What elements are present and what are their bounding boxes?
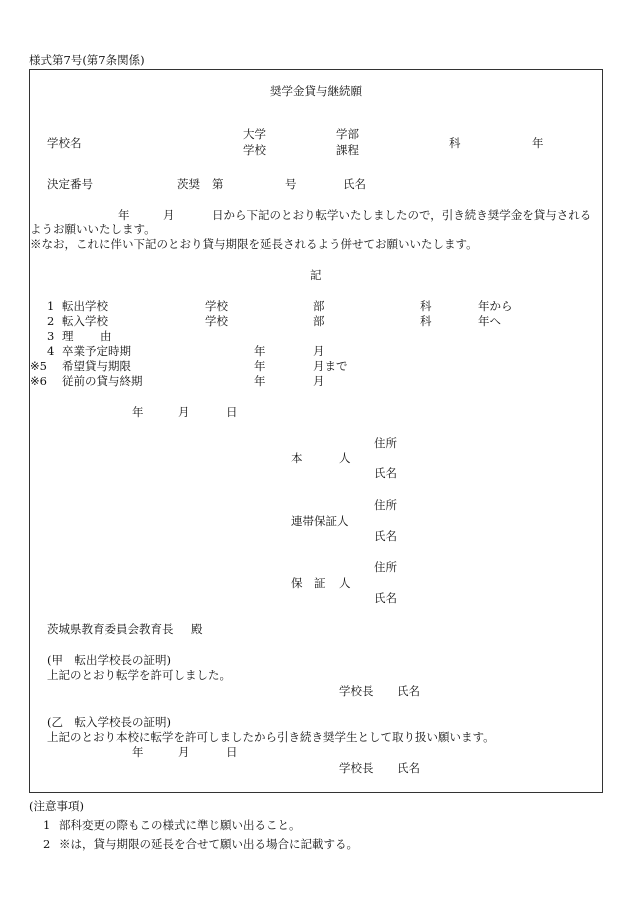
item5-label: 希望貸与期限 — [62, 359, 131, 373]
cert-a-text: 上記のとおり転学を許可しました。 — [47, 668, 231, 682]
cert-b-nen: 年 — [132, 745, 144, 759]
date-nen: 年 — [132, 405, 144, 419]
decision-name: 氏名 — [343, 177, 366, 191]
item4-num: 4 — [47, 344, 55, 358]
cert-a-principal: 学校長 — [339, 684, 374, 698]
hosho-b: 証 — [314, 576, 326, 590]
form-frame — [29, 69, 603, 793]
school-gakubu: 学部 — [336, 127, 359, 141]
item6-nen: 年 — [254, 374, 266, 388]
item1-num: 1 — [47, 299, 55, 313]
item1-label: 転出学校 — [62, 299, 108, 313]
cert-b-name: 氏名 — [397, 761, 420, 775]
item2-gakko: 学校 — [205, 314, 228, 328]
honnin-jusho: 住所 — [374, 436, 397, 450]
item2-label: 転入学校 — [62, 314, 108, 328]
cert-b-text: 上記のとおり本校に転学を許可しましたから引き続き奨学生として取り扱い願います。 — [47, 730, 495, 744]
cert-b-heading: (乙 転入学校長の証明) — [47, 715, 171, 729]
school-daigaku: 大学 — [243, 127, 266, 141]
item6-label: 従前の貸与終期 — [62, 374, 143, 388]
item1-end: 年から — [478, 299, 513, 313]
form-title: 奨学金貸与継続願 — [270, 84, 362, 98]
rentai-jusho: 住所 — [374, 498, 397, 512]
decision-label: 決定番号 — [47, 177, 93, 191]
hosho-c: 人 — [339, 576, 351, 590]
form-number: 様式第7号(第7条関係) — [29, 53, 145, 67]
date-hi: 日 — [226, 405, 238, 419]
hosho-jusho: 住所 — [374, 560, 397, 574]
school-label: 学校名 — [47, 136, 82, 150]
item2-bu: 部 — [313, 314, 325, 328]
rentai-shimei: 氏名 — [374, 529, 397, 543]
item3-num: 3 — [47, 329, 55, 343]
school-ka: 科 — [449, 136, 461, 150]
item4-tsuki: 月 — [313, 344, 325, 358]
item1-bu: 部 — [313, 299, 325, 313]
body-line1: 日から下記のとおり転学いたしましたので，引き続き奨学金を貸与される — [212, 208, 592, 222]
honnin-a: 本 — [291, 451, 303, 465]
body-tsuki: 月 — [163, 208, 175, 222]
school-katei: 課程 — [336, 143, 359, 157]
rentai-label: 連帯保証人 — [291, 514, 349, 528]
notes-heading: (注意事項) — [29, 799, 84, 813]
addressee-dono: 殿 — [191, 622, 203, 636]
school-gakko: 学校 — [243, 143, 266, 157]
addressee: 茨城県教育委員会教育長 — [47, 622, 174, 636]
item1-ka: 科 — [420, 299, 432, 313]
item5-tsuki: 月まで — [313, 359, 348, 373]
note1-num: 1 — [43, 818, 51, 832]
cert-b-principal: 学校長 — [339, 761, 374, 775]
decision-dai: 第 — [212, 177, 224, 191]
item2-ka: 科 — [420, 314, 432, 328]
date-tsuki: 月 — [178, 405, 190, 419]
item3-label-b: 由 — [100, 329, 112, 343]
hosho-a: 保 — [291, 576, 303, 590]
body-line2: ようお願いいたします。 — [30, 222, 156, 236]
item4-label: 卒業予定時期 — [62, 344, 131, 358]
item5-num: ※5 — [30, 359, 47, 373]
decision-ibaraki: 茨奨 — [177, 177, 200, 191]
hosho-shimei: 氏名 — [374, 591, 397, 605]
item2-end: 年へ — [478, 314, 501, 328]
note2-text: ※は，貸与期限の延長を合せて願い出る場合に記載する。 — [59, 837, 358, 851]
ki-heading: 記 — [310, 268, 322, 282]
item2-num: 2 — [47, 314, 55, 328]
note2-num: 2 — [43, 837, 51, 851]
item6-tsuki: 月 — [313, 374, 325, 388]
item1-gakko: 学校 — [205, 299, 228, 313]
item4-nen: 年 — [254, 344, 266, 358]
decision-go: 号 — [285, 177, 297, 191]
item3-label-a: 理 — [62, 329, 74, 343]
item5-nen: 年 — [254, 359, 266, 373]
honnin-b: 人 — [339, 451, 351, 465]
body-nen: 年 — [118, 208, 130, 222]
cert-a-name: 氏名 — [397, 684, 420, 698]
cert-b-hi: 日 — [226, 745, 238, 759]
note1-text: 部科変更の際もこの様式に準じ願い出ること。 — [59, 818, 301, 832]
body-line3: ※なお，これに伴い下記のとおり貸与期限を延長されるよう併せてお願いいたします。 — [30, 237, 478, 251]
item6-num: ※6 — [30, 374, 47, 388]
school-nen: 年 — [532, 136, 544, 150]
cert-b-tsuki: 月 — [178, 745, 190, 759]
cert-a-heading: (甲 転出学校長の証明) — [47, 653, 171, 667]
honnin-shimei: 氏名 — [374, 466, 397, 480]
